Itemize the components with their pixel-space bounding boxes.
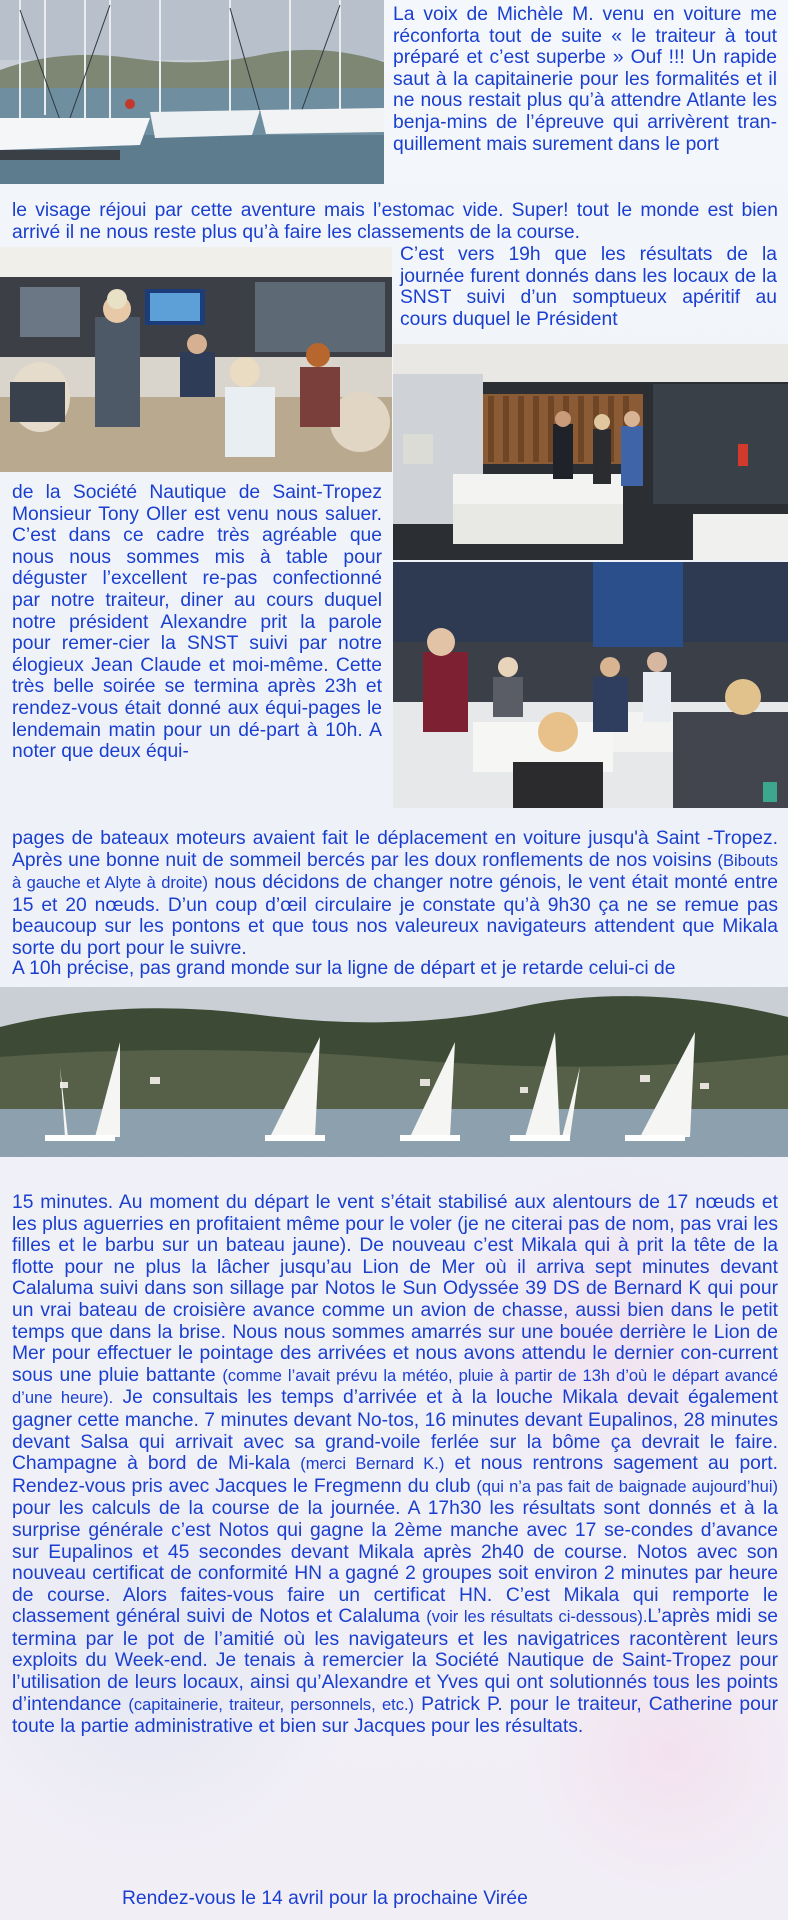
paragraph-7-i: L’après midi se termina par le pot de l’amitié où les navigateurs et les navigatrices racontèrent leurs exploits du Week-end. Je tenais à remercier la Société Nautique de Saint-Tropez pour l’utilisation de leurs locaux, ainsi qu’Alexandre et Yves qui ont solutionnés tous les points d’intendance (12, 1606, 778, 1715)
paragraph-5-a: pages de bateaux moteurs avaient fait le déplacement en voiture jusqu'à Saint -Tropez. Après une bonne nuit de sommeil bercés par les doux ronflements de nos voisins (12, 828, 778, 871)
paragraph-4: de la Société Nautique de Saint-Tropez Monsieur Tony Oller est venu nous saluer. C’est dans ce cadre très agréable que nous nous sommes mis à table pour déguster l’excellent re-pas confectionné par notre traiteur, diner au cours duquel notre président Alexandre prit la parole pour remer-cier la SNST suivi par notre élogieux Jean Claude et moi-même. Cette très belle soirée se termina après 23h et rendez-vous était donné aux équi-pages le lendemain matin pour un dé-part à 10h. A noter que deux équi- (12, 482, 382, 763)
paragraph-7-a: 15 minutes. Au moment du départ le vent s’était stabilisé aux alentours de 17 nœuds et les plus aguerries en profitaient même pour le voler (je ne citerai pas de nom, pas vrai les filles et le barbu sur un bateau jaune). De nouveau c’est Mikala qui à prit la tête de la flotte pour ne plus la lâcher jusqu’au Lion de Mer où il arriva sept minutes devant Calaluma suivi dans son sillage par Notos le Sun Odyssée 39 DS de Bernard K qui pour un vrai bateau de croisière avance comme un avion de chasse, aussi bien dans le petit temps que dans la brise. Nous nous sommes amarrés sur une bouée derrière le Lion de Mer pour effectuer le pointage des arrivées et nous avons attendu le dernier con-current sous une pluie battante (12, 1192, 778, 1386)
paragraph-7-k: Patrick P. pour le traiteur, Catherine pour toute la partie administrative et bien sur Jacques pour les résultats. (12, 1693, 778, 1738)
paragraph-7-aside-weather: (comme l’avait prévu la météo, pluie à partir de 13h d’où le départ avancé d’une heure). (12, 1366, 778, 1408)
paragraph-1: La voix de Michèle M. venu en voiture me réconforta tout de suite « le traiteur à tout préparé et c’est superbe » Ouf !!! Un rapide saut à la capitainerie pour les formalités et il ne nous restait plus qu’à attendre Atlante les benja-mins de l’épreuve qui arrivèrent tran-quillement mais surement dans le port (393, 4, 777, 155)
paragraph-7-aside-list: (capitainerie, traiteur, personnels, etc.) (128, 1695, 415, 1714)
clubhouse-lounge-photo (0, 247, 392, 472)
regatta-photo (0, 987, 788, 1157)
paragraph-7-e: et nous rentrons sagement au port. Rendez-vous pris avec Jacques le Fregmenn du club (12, 1453, 779, 1497)
paragraph-7-c: Je consultais les temps d’arrivée et à la louche Mikala devait également gagner cette manche. 7 minutes devant No-tos, 16 minutes devant Eupalinos, 28 minutes devant Salsa qui arrivait avec sa grand-voile ferlée sur la bôme ça devrait le faire. Champagne à bord de Mi-kala (12, 1387, 778, 1475)
paragraph-7 (12, 1192, 778, 1738)
paragraph-3: C’est vers 19h que les résultats de la journée furent donnés dans les locaux de la SNST suivi d’un somptueux apéritif au cours duquel le Président (400, 244, 777, 330)
aperitif-buffet-photo (393, 344, 788, 560)
paragraph-5 (12, 828, 778, 960)
paragraph-2: le visage réjoui par cette aventure mais l’estomac vide. Super! tout le monde est bien arrivé il ne nous reste plus qu’à faire les classements de la course. (12, 200, 778, 243)
paragraph-7-aside-thanks: (merci Bernard K.) (300, 1455, 445, 1474)
paragraph-7-g: pour les calculs de la course de la journée. A 17h30 les résultats sont donnés et à la surprise générale c’est Notos qui gagne la 2ème manche avec 17 se-condes d’avance sur Eupalinos et 45 secondes devant Mikala après 2h40 de course. Notos avec son nouveau certificat de conformité HN a gagné 2 groupes soit environ 2 minutes par heure de course. Alors faites-vous faire un certificat HN. C’est Mikala qui remporte le classement général suivi de Notos et Calaluma (12, 1498, 778, 1628)
paragraph-7-aside-swim: (qui n’a pas fait de baignade aujourd’hui) (476, 1477, 778, 1496)
paragraph-5-aside: (Bibouts à gauche et Alyte à droite) (12, 851, 779, 893)
paragraph-5-c: nous décidons de changer notre génois, le vent était monté entre 15 et 20 nœuds. D’un coup d’œil circulaire je constate qu’à 9h30 ça ne se remue pas beaucoup sur les pontons et que tous nos valeureux navigateurs attendent que Mikala sorte du port pour le suivre. (12, 872, 778, 959)
dinner-photo (393, 562, 788, 808)
marina-photo (0, 0, 384, 184)
paragraph-7-aside-results: (voir les résultats ci-dessous). (426, 1608, 648, 1627)
paragraph-6: A 10h précise, pas grand monde sur la ligne de départ et je retarde celui-ci de (12, 958, 676, 979)
closing-line: Rendez-vous le 14 avril pour la prochaine Virée (122, 1888, 528, 1909)
